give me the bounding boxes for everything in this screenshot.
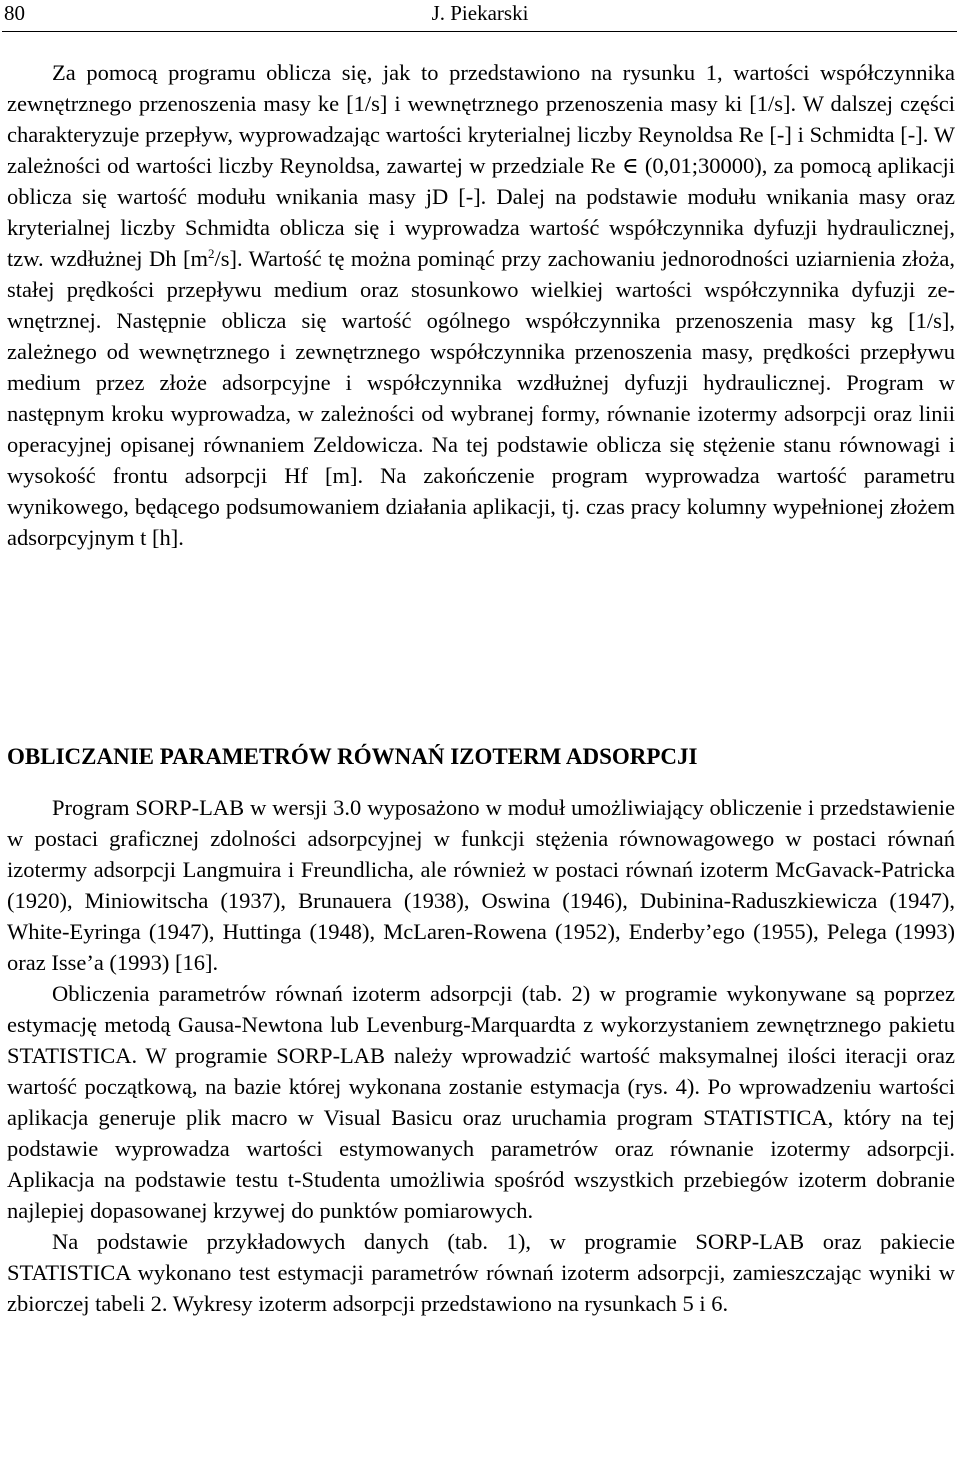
paragraph-program-calculations	[7, 57, 955, 553]
paragraph-example-results: Na podstawie przykładowych danych (tab. 1), w programie SORP-LAB oraz pakiecie STATISTICA wykonano test estymacji parametrów równań izoterm adsorpcji, zamieszczając wyniki w zbiorczej tabeli 2. Wykresy izoterm adsorpcji przedstawiono na rysunkach 5 i 6.	[7, 1229, 955, 1316]
header-rule	[2, 31, 957, 32]
running-title: J. Piekarski	[431, 1, 529, 25]
page-number: 80	[4, 1, 25, 25]
section-heading: OBLICZANIE PARAMETRÓW RÓWNAŃ IZOTERM ADSORPCJI	[7, 744, 698, 769]
paragraph-text-part-1: Za pomocą programu oblicza się, jak to przedstawiono na rysunku 1, wartości współczynnika zewnętrznego przenoszenia masy ke [1/s] i wewnętrznego przenoszenia masy ki [1/s]. W dalszej części charakteryzuje przepływ, wyprowadzając wartości kryterialnej liczby Reynoldsa Re [-] i Schmidta [-]. W zależności od wartości liczby Reynoldsa, zawartej w przedziale Re ∈ (0,01;30000), za pomocą aplikacji oblicza się wartość modułu wnikania masy jD [-]. Dalej na podstawie modułu wnikania masy oraz kryterialnej liczby Schmidta oblicza się i wyprowadza wartość współczynnika dyfuzji hydraulicznej, tzw. wzdłużnej Dh [m	[7, 60, 955, 271]
section-isotherm-parameters	[7, 792, 955, 1319]
superscript-exponent: 2	[207, 246, 215, 261]
paragraph-estimation-method: Obliczenia parametrów równań izoterm adsorpcji (tab. 2) w programie wykonywane są poprzez estymację metodą Gausa-Newtona lub Levenburg-Marquardta z wykorzystaniem zewnętrznego pakietu STATISTICA. W programie SORP-LAB należy wprowadzić wartość maksymalnej ilości iteracji oraz wartość początkową, na bazie której wykonana zostanie estymacja (rys. 4). Po wprowadzeniu wartości aplikacja generuje plik macro w Visual Basicu oraz uruchamia program STATISTICA, który na tej podstawie wyprowadza wartości estymowanych parametrów oraz równanie izotermy adsorpcji. Aplikacja na podstawie testu t-Studenta umożliwia spośród wszystkich przebiegów izoterm dobranie najlepiej dopasowanej krzywej do punktów pomiarowych.	[7, 981, 955, 1223]
running-head	[0, 0, 960, 30]
section-model-description	[7, 57, 955, 553]
paragraph-text-part-2: /s]. Wartość tę można pominąć przy zachowaniu jednorodności uziarnienia złoża, stałej prędkości przepływu medium oraz stosunkowo wielkiej wartości współczynnika dyfuzji zewnętrznej. Następnie oblicza się wartość ogólnego współczynnika przenoszenia masy kg [1/s], zależnego od wewnętrznego i zewnętrznego współczynnika przenoszenia masy, prędkości przepływu medium przez złoże adsorpcyjne i współczynnika wzdłużnej dyfuzji hydraulicznej. Program w następnym kroku wyprowadza, w zależności od wybranej formy, równanie izotermy adsorpcji oraz linii operacyjnej opisanej równaniem Zeldowicza. Na tej podstawie oblicza się stężenie stanu równowagi i wysokość frontu adsorpcji Hf [m]. Na zakończenie program wyprowadza wartość parametru wynikowego, będącego podsumowaniem działania aplikacji, tj. czas pracy kolumny wypełnionej złożem adsorpcyjnym t [h].	[7, 246, 955, 550]
paragraph-isotherm-module: Program SORP-LAB w wersji 3.0 wyposażono w moduł umożliwiający obliczenie i przedstawienie w postaci graficznej zdolności adsorpcyjnej w funkcji stężenia równowagowego w postaci równań izotermy adsorpcji Langmuira i Freundlicha, ale również w postaci równań izoterm McGavack-Patricka (1920), Miniowitscha (1937), Brunauera (1938), Oswina (1946), Dubinina-Raduszkiewicza (1947), White-Eyringa (1947), Huttinga (1948), McLaren-Rowena (1952), Enderby’ego (1955), Pelega (1993) oraz Isse’a (1993) [16].	[7, 795, 955, 975]
